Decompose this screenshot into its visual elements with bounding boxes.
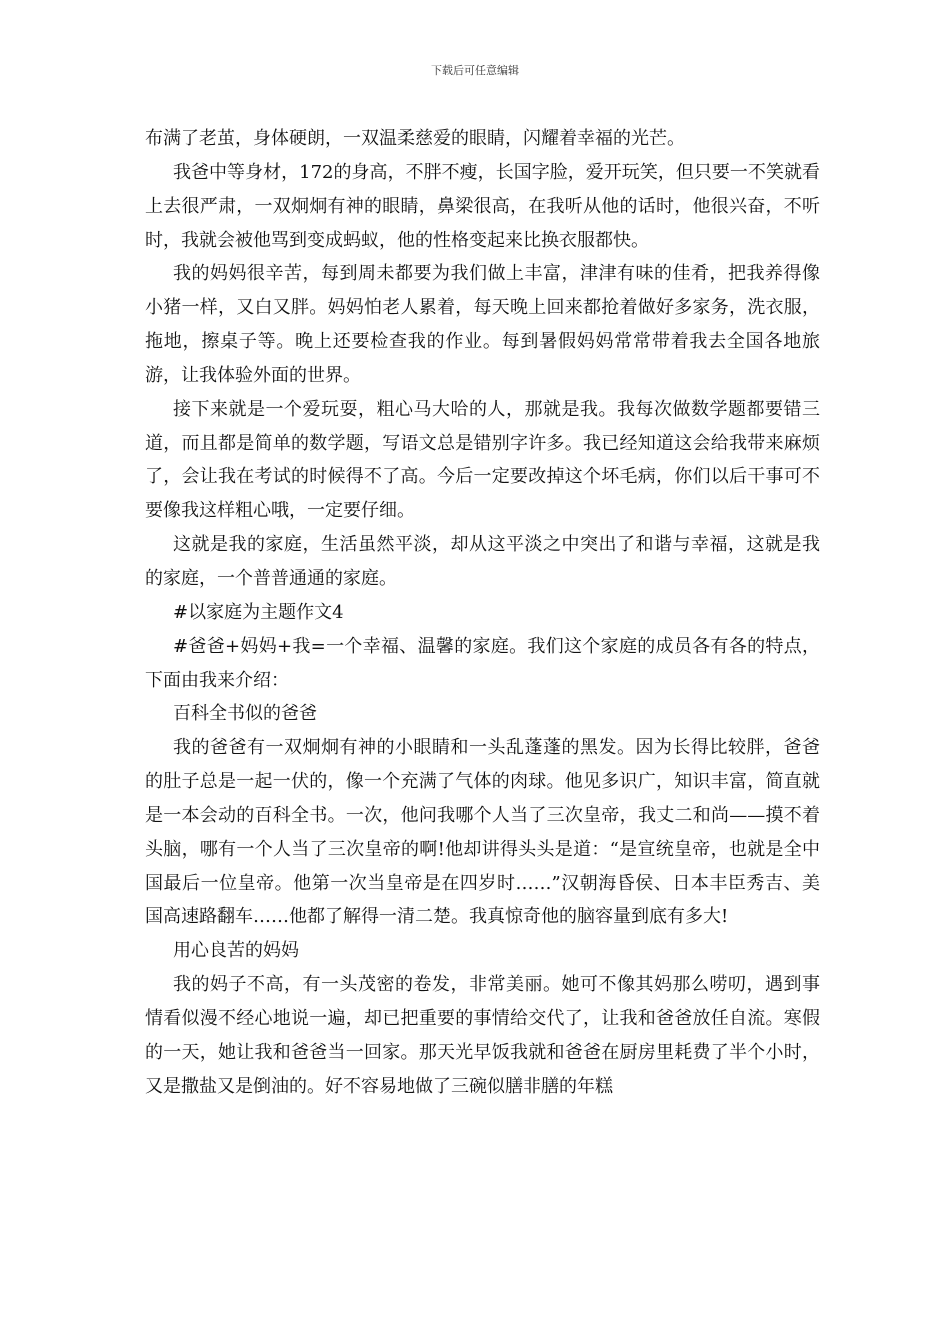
paragraph: 我的妈子不高，有一头茂密的卷发，非常美丽。她可不像其妈那么唠叨，遇到事情看似漫不经心地说一遍，却已把重要的事情给交代了，让我和爸爸放任自流。寒假的一天，她让我和爸爸当一回家。那天光早饭我就和爸爸在厨房里耗费了半个小时，又是撒盐又是倒油的。好不容易地做了三碗似膳非膳的年糕: [145, 974, 820, 1097]
paragraph: #爸爸+妈妈+我=一个幸福、温馨的家庭。我们这个家庭的成员各有各的特点，下面由我来介绍：: [145, 635, 820, 691]
paragraph: 我爸中等身材，172的身高，不胖不瘦，长国字脸，爱开玩笑，但只要一不笑就看上去很严肃，一双炯炯有神的眼睛，鼻梁很高，在我听从他的话时，他很兴奋，不听时，我就会被他骂到变成蚂蚁，他的性格变起来比换衣服都快。: [145, 161, 820, 251]
paragraph: 我的爸爸有一双炯炯有神的小眼睛和一头乱蓬蓬的黑发。因为长得比较胖，爸爸的肚子总是一起一伏的，像一个充满了气体的肉球。他见多识广，知识丰富，简直就是一本会动的百科全书。一次，他问我哪个人当了三次皇帝，我丈二和尚——摸不着头脑，哪有一个人当了三次皇帝的啊!他却讲得头头是道：“是宣统皇帝，也就是全中国最后一位皇帝。他第一次当皇帝是在四岁时……”汉朝海昏侯、日本丰臣秀吉、美国高速路翻车……他都了解得一清二楚。我真惊奇他的脑容量到底有多大!: [145, 737, 820, 928]
subheading: 用心良苦的妈妈: [173, 940, 299, 962]
paragraph: 布满了老茧，身体硬朗，一双温柔慈爱的眼睛，闪耀着幸福的光芒。: [145, 128, 685, 149]
paragraph: 这就是我的家庭，生活虽然平淡，却从这平淡之中突出了和谐与幸福，这就是我的家庭，一个普普通通的家庭。: [145, 534, 820, 589]
subheading: 百科全书似的爸爸: [173, 703, 317, 725]
section-heading: #以家庭为主题作文4: [173, 601, 344, 623]
paragraph: 接下来就是一个爱玩耍，粗心马大哈的人，那就是我。我每次做数学题都要错三道，而且都是简单的数学题，写语文总是错别字许多。我已经知道这会给我带来麻烦了，会让我在考试的时候得不了高。今后一定要改掉这个坏毛病，你们以后干事可不要像我这样粗心哦，一定要仔细。: [145, 398, 820, 522]
page-header: 下载后可任意编辑: [431, 64, 519, 77]
document-body: [145, 122, 820, 1103]
paragraph: 我的妈妈很辛苦，每到周未都要为我们做上丰富，津津有味的佳肴，把我养得像小猪一样，又白又胖。妈妈怕老人累着，每天晚上回来都抢着做好多家务，洗衣服，拖地，擦桌子等。晚上还要检查我的作业。每到暑假妈妈常常带着我去全国各地旅游，让我体验外面的世界。: [145, 263, 820, 386]
